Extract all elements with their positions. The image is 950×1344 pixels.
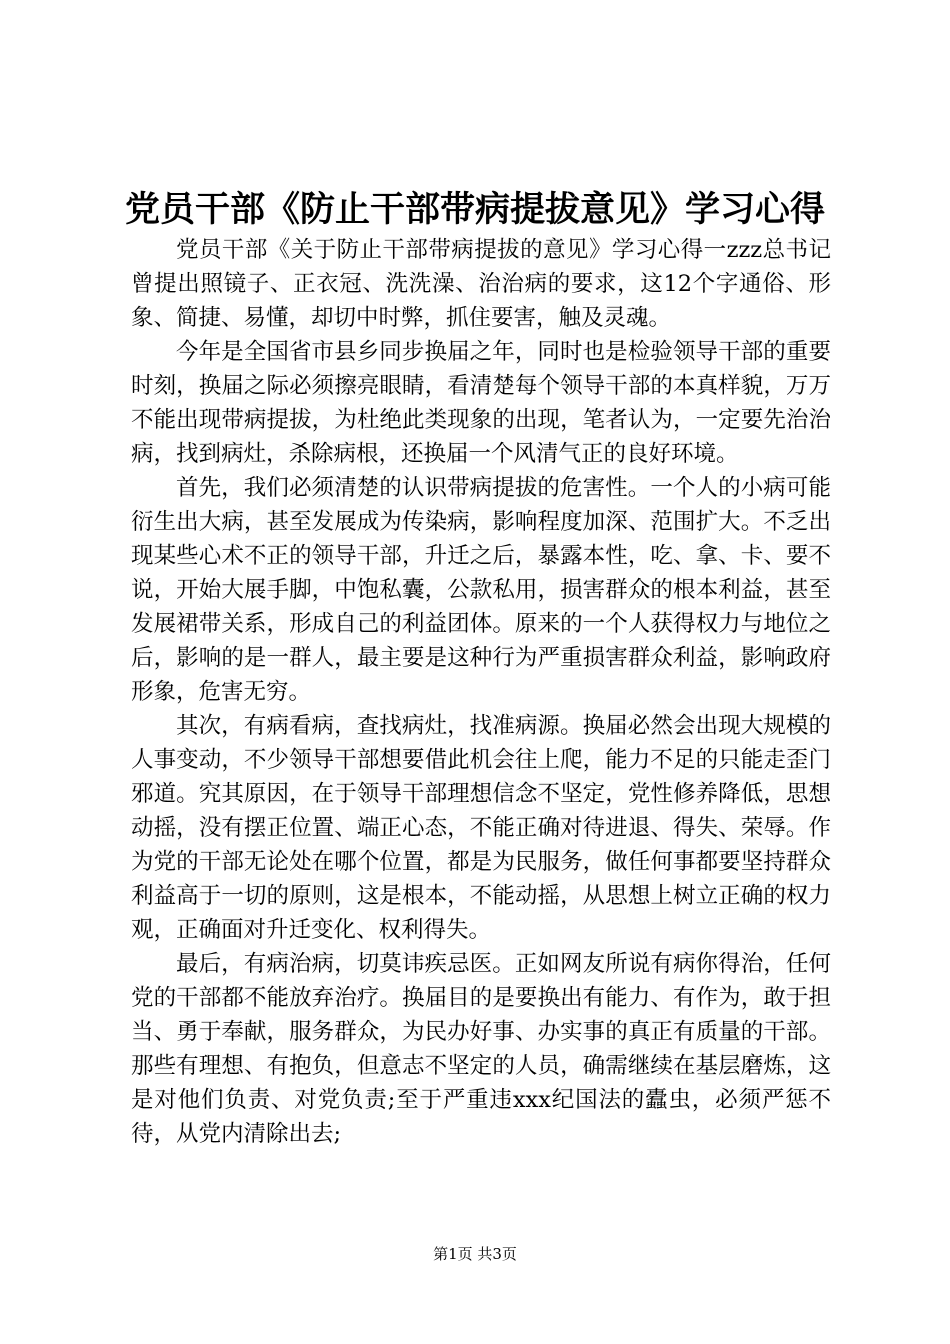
page-footer: 第1页 共3页 bbox=[433, 1245, 517, 1263]
paragraph-4: 其次，有病看病，查找病灶，找准病源。换届必然会出现大规模的人事变动，不少领导干部想要借此机会往上爬，能力不足的只能走歪门邪道。究其原因，在于领导干部理想信念不坚定，党性修养降低，思想动摇，没有摆正位置、端正心态，不能正确对待进退、得失、荣辱。作为党的干部无论处在哪个位置，都是为民服务，做任何事都要坚持群众利益高于一切的原则，这是根本，不能动摇，从思想上树立正确的权力观，正确面对升迁变化、权利得失。 bbox=[131, 713, 831, 943]
document-title: 党员干部《防止干部带病提拔意见》学习心得 bbox=[124, 190, 825, 230]
document-body bbox=[131, 233, 831, 1151]
paragraph-1: 党员干部《关于防止干部带病提拔的意见》学习心得一zzz总书记曾提出照镜子、正衣冠、洗洗澡、治治病的要求，这12个字通俗、形象、简捷、易懂，却切中时弊，抓住要害，触及灵魂。 bbox=[131, 237, 831, 331]
paragraph-5: 最后，有病治病，切莫讳疾忌医。正如网友所说有病你得治，任何党的干部都不能放弃治疗。换届目的是要换出有能力、有作为，敢于担当、勇于奉献，服务群众，为民办好事、办实事的真正有质量的干部。那些有理想、有抱负，但意志不坚定的人员，确需继续在基层磨炼，这是对他们负责、对党负责;至于严重违xxx纪国法的蠹虫，必须严惩不待，从党内清除出去; bbox=[131, 951, 831, 1147]
paragraph-3: 首先，我们必须清楚的认识带病提拔的危害性。一个人的小病可能衍生出大病，甚至发展成为传染病，影响程度加深、范围扩大。不乏出现某些心术不正的领导干部，升迁之后，暴露本性，吃、拿、卡、要不说，开始大展手脚，中饱私囊，公款私用，损害群众的根本利益，甚至发展裙带关系，形成自己的利益团体。原来的一个人获得权力与地位之后，影响的是一群人，最主要是这种行为严重损害群众利益，影响政府形象，危害无穷。 bbox=[131, 475, 831, 705]
paragraph-2: 今年是全国省市县乡同步换届之年，同时也是检验领导干部的重要时刻，换届之际必须擦亮眼睛，看清楚每个领导干部的本真样貌，万万不能出现带病提拔，为杜绝此类现象的出现，笔者认为，一定要先治治病，找到病灶，杀除病根，还换届一个风清气正的良好环境。 bbox=[131, 339, 831, 467]
